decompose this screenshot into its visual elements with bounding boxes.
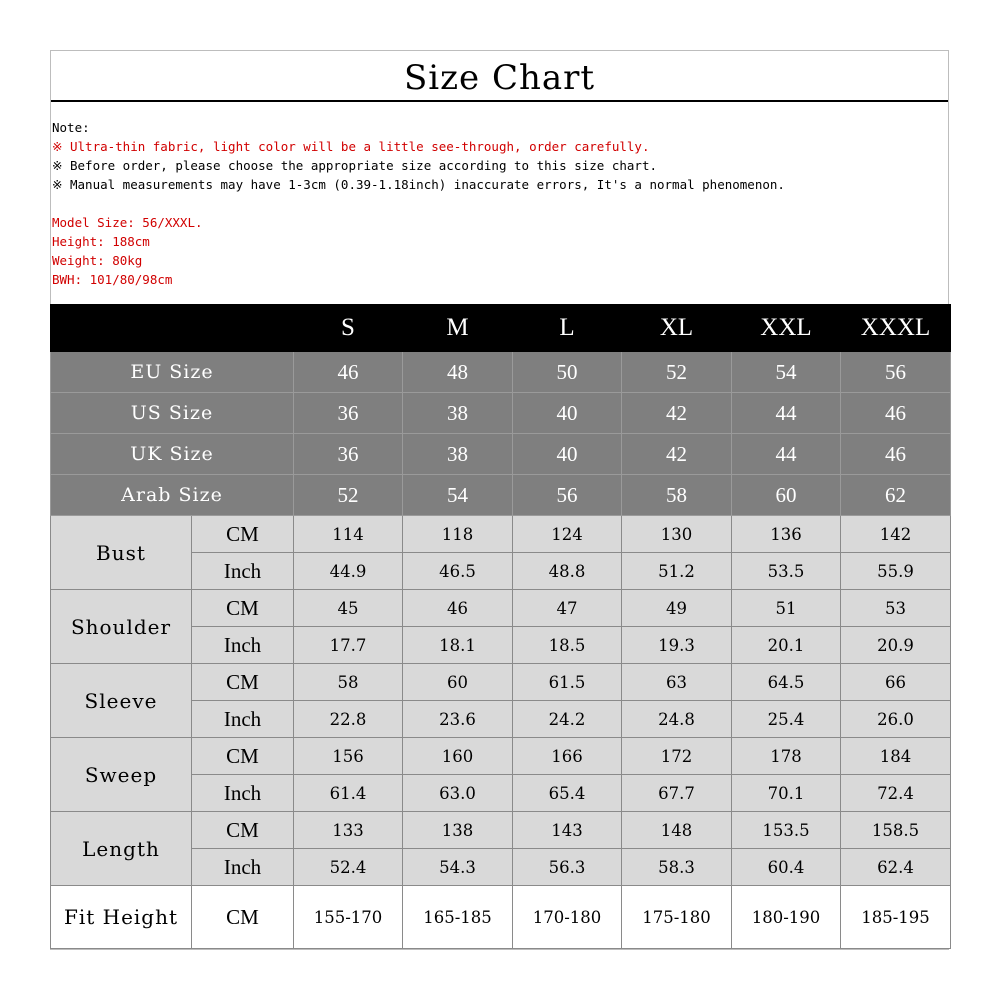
measurement-cm-row	[51, 812, 951, 849]
unit-label: CM	[192, 516, 294, 553]
unit-label: CM	[192, 664, 294, 701]
fit-height-value: 175-180	[622, 886, 732, 949]
inch-value: 70.1	[732, 775, 841, 812]
measurement-cm-row	[51, 664, 951, 701]
inch-value: 17.7	[294, 627, 403, 664]
cm-value: 58	[294, 664, 403, 701]
cm-value: 53	[841, 590, 951, 627]
unit-label: Inch	[192, 775, 294, 812]
fit-height-value: 180-190	[732, 886, 841, 949]
conversion-label: EU Size	[51, 352, 294, 393]
conversion-value: 54	[403, 475, 513, 516]
cm-value: 118	[403, 516, 513, 553]
inch-value: 54.3	[403, 849, 513, 886]
conversion-value: 56	[841, 352, 951, 393]
conversion-value: 52	[294, 475, 403, 516]
cm-value: 46	[403, 590, 513, 627]
unit-label: Inch	[192, 553, 294, 590]
cm-value: 64.5	[732, 664, 841, 701]
fit-height-value: 165-185	[403, 886, 513, 949]
header-size-cell: XXXL	[841, 305, 951, 352]
cm-value: 63	[622, 664, 732, 701]
cm-value: 153.5	[732, 812, 841, 849]
size-header-row	[51, 305, 951, 352]
conversion-row	[51, 393, 951, 434]
inch-value: 20.9	[841, 627, 951, 664]
measurement-cm-row	[51, 590, 951, 627]
conversion-value: 38	[403, 434, 513, 475]
size-table-body	[51, 305, 951, 949]
conversion-value: 62	[841, 475, 951, 516]
fit-height-value: 155-170	[294, 886, 403, 949]
unit-label: CM	[192, 812, 294, 849]
header-size-cell: XXL	[732, 305, 841, 352]
inch-value: 23.6	[403, 701, 513, 738]
header-size-cell: XL	[622, 305, 732, 352]
header-size-cell: L	[513, 305, 622, 352]
inch-value: 25.4	[732, 701, 841, 738]
cm-value: 172	[622, 738, 732, 775]
conversion-value: 48	[403, 352, 513, 393]
conversion-value: 44	[732, 434, 841, 475]
model-bwh: BWH: 101/80/98cm	[52, 272, 173, 287]
inch-value: 61.4	[294, 775, 403, 812]
conversion-value: 44	[732, 393, 841, 434]
unit-label: CM	[192, 590, 294, 627]
unit-label: Inch	[192, 701, 294, 738]
inch-value: 22.8	[294, 701, 403, 738]
inch-value: 60.4	[732, 849, 841, 886]
title-divider	[51, 100, 948, 102]
notes-block	[52, 118, 942, 289]
cm-value: 60	[403, 664, 513, 701]
conversion-value: 58	[622, 475, 732, 516]
inch-value: 63.0	[403, 775, 513, 812]
inch-value: 62.4	[841, 849, 951, 886]
measurement-label: Sleeve	[51, 664, 192, 738]
cm-value: 143	[513, 812, 622, 849]
conversion-row	[51, 352, 951, 393]
notes-heading: Note:	[52, 120, 90, 135]
cm-value: 148	[622, 812, 732, 849]
cm-value: 45	[294, 590, 403, 627]
page-title: Size Chart	[403, 58, 596, 98]
inch-value: 52.4	[294, 849, 403, 886]
inch-value: 20.1	[732, 627, 841, 664]
inch-value: 44.9	[294, 553, 403, 590]
conversion-value: 56	[513, 475, 622, 516]
cm-value: 166	[513, 738, 622, 775]
cm-value: 178	[732, 738, 841, 775]
fit-height-value: 185-195	[841, 886, 951, 949]
cm-value: 61.5	[513, 664, 622, 701]
model-size: Model Size: 56/XXXL.	[52, 215, 203, 230]
conversion-value: 54	[732, 352, 841, 393]
cm-value: 66	[841, 664, 951, 701]
cm-value: 133	[294, 812, 403, 849]
inch-value: 51.2	[622, 553, 732, 590]
inch-value: 53.5	[732, 553, 841, 590]
conversion-value: 40	[513, 434, 622, 475]
inch-value: 24.8	[622, 701, 732, 738]
conversion-label: UK Size	[51, 434, 294, 475]
inch-value: 18.1	[403, 627, 513, 664]
inch-value: 56.3	[513, 849, 622, 886]
note-line-measure: ※ Manual measurements may have 1-3cm (0.39-1.18inch) inaccurate errors, It's a normal phenomenon.	[52, 177, 785, 192]
fit-height-label: Fit Height	[51, 886, 192, 949]
cm-value: 138	[403, 812, 513, 849]
unit-label: CM	[192, 738, 294, 775]
conversion-value: 36	[294, 393, 403, 434]
inch-value: 67.7	[622, 775, 732, 812]
cm-value: 156	[294, 738, 403, 775]
cm-value: 158.5	[841, 812, 951, 849]
unit-label: Inch	[192, 627, 294, 664]
note-line-order: ※ Before order, please choose the appropriate size according to this size chart.	[52, 158, 657, 173]
cm-value: 142	[841, 516, 951, 553]
notes-spacer	[52, 194, 942, 213]
conversion-value: 46	[841, 434, 951, 475]
header-blank-cell	[51, 305, 294, 352]
measurement-cm-row	[51, 738, 951, 775]
size-table	[50, 304, 951, 949]
inch-value: 18.5	[513, 627, 622, 664]
conversion-value: 60	[732, 475, 841, 516]
conversion-row	[51, 434, 951, 475]
model-weight: Weight: 80kg	[52, 253, 143, 268]
conversion-label: Arab Size	[51, 475, 294, 516]
inch-value: 26.0	[841, 701, 951, 738]
conversion-label: US Size	[51, 393, 294, 434]
inch-value: 55.9	[841, 553, 951, 590]
conversion-row	[51, 475, 951, 516]
inch-value: 24.2	[513, 701, 622, 738]
header-size-cell: M	[403, 305, 513, 352]
header-size-cell: S	[294, 305, 403, 352]
model-height: Height: 188cm	[52, 234, 150, 249]
measurement-cm-row	[51, 516, 951, 553]
cm-value: 49	[622, 590, 732, 627]
conversion-value: 50	[513, 352, 622, 393]
conversion-value: 46	[841, 393, 951, 434]
cm-value: 47	[513, 590, 622, 627]
inch-value: 65.4	[513, 775, 622, 812]
measurement-label: Bust	[51, 516, 192, 590]
inch-value: 19.3	[622, 627, 732, 664]
cm-value: 114	[294, 516, 403, 553]
cm-value: 136	[732, 516, 841, 553]
conversion-value: 40	[513, 393, 622, 434]
conversion-value: 52	[622, 352, 732, 393]
inch-value: 46.5	[403, 553, 513, 590]
fit-height-value: 170-180	[513, 886, 622, 949]
conversion-value: 36	[294, 434, 403, 475]
cm-value: 160	[403, 738, 513, 775]
unit-label: Inch	[192, 849, 294, 886]
inch-value: 58.3	[622, 849, 732, 886]
measurement-label: Shoulder	[51, 590, 192, 664]
inch-value: 72.4	[841, 775, 951, 812]
note-line-fabric: ※ Ultra-thin fabric, light color will be a little see-through, order carefully.	[52, 139, 650, 154]
cm-value: 130	[622, 516, 732, 553]
conversion-value: 46	[294, 352, 403, 393]
cm-value: 184	[841, 738, 951, 775]
conversion-value: 38	[403, 393, 513, 434]
measurement-label: Sweep	[51, 738, 192, 812]
measurement-label: Length	[51, 812, 192, 886]
conversion-value: 42	[622, 393, 732, 434]
fit-height-row	[51, 886, 951, 949]
cm-value: 124	[513, 516, 622, 553]
cm-value: 51	[732, 590, 841, 627]
conversion-value: 42	[622, 434, 732, 475]
inch-value: 48.8	[513, 553, 622, 590]
unit-label: CM	[192, 886, 294, 949]
